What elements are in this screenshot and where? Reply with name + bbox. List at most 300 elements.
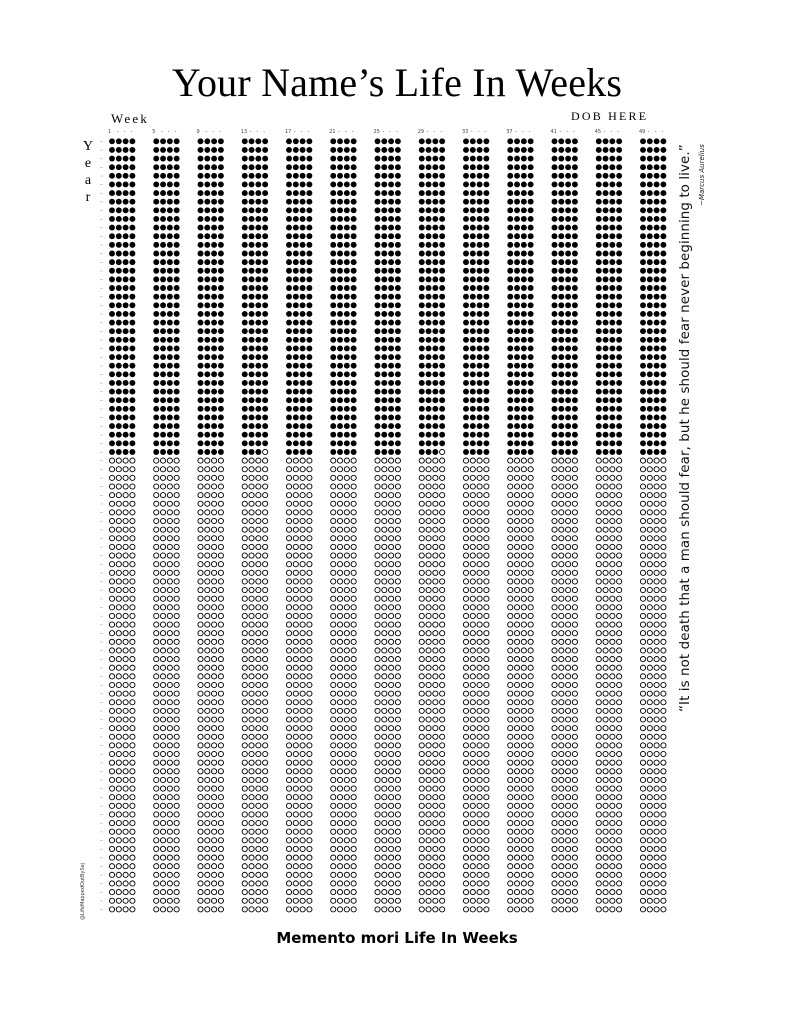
week-dot-empty xyxy=(123,553,128,558)
week-dot-empty xyxy=(130,553,135,558)
week-dot-empty xyxy=(212,510,217,515)
week-dot-filled xyxy=(565,199,571,205)
week-dot-filled xyxy=(160,190,166,196)
week-dot-empty xyxy=(382,855,387,860)
week-dot-empty xyxy=(521,665,526,670)
week-dot-filled xyxy=(249,302,255,308)
week-dot-empty xyxy=(514,682,519,687)
week-dot-empty xyxy=(109,786,114,791)
week-dot-filled xyxy=(286,216,292,222)
week-dot-filled xyxy=(463,199,469,205)
week-dot-filled xyxy=(521,259,527,265)
week-dot-filled xyxy=(507,268,513,274)
week-dot-empty xyxy=(154,751,159,756)
week-dot-filled xyxy=(375,406,381,412)
week-dot-empty xyxy=(521,786,526,791)
week-dot-filled xyxy=(375,415,381,421)
week-dot-empty xyxy=(337,820,342,825)
week-dot-empty xyxy=(508,898,513,903)
week-dot-empty xyxy=(528,829,533,834)
week-dot-empty xyxy=(572,648,577,653)
week-dot-empty xyxy=(256,777,261,782)
week-dot-filled xyxy=(388,276,394,282)
week-dot-filled xyxy=(596,423,602,429)
week-dot-empty xyxy=(256,691,261,696)
week-dot-empty xyxy=(351,708,356,713)
week-dot-empty xyxy=(167,493,172,498)
week-dot-empty xyxy=(603,613,608,618)
week-dot-empty xyxy=(559,458,564,463)
week-dot-filled xyxy=(330,371,336,377)
week-dot-empty xyxy=(212,890,217,895)
week-dot-filled xyxy=(439,302,445,308)
week-dot-empty xyxy=(528,570,533,575)
week-dot-empty xyxy=(395,803,400,808)
week-dot-filled xyxy=(174,207,180,213)
week-dot-filled xyxy=(596,138,602,144)
week-dot-filled xyxy=(153,302,159,308)
week-dot-empty xyxy=(572,544,577,549)
week-dot-filled xyxy=(344,423,350,429)
week-dot-empty xyxy=(514,881,519,886)
week-dot-empty xyxy=(419,613,424,618)
week-dot-filled xyxy=(330,415,336,421)
week-dot-empty xyxy=(654,734,659,739)
week-dot-empty xyxy=(463,786,468,791)
week-dot-filled xyxy=(153,406,159,412)
week-dot-filled xyxy=(514,207,520,213)
week-dot-empty xyxy=(433,881,438,886)
week-dot-empty xyxy=(395,760,400,765)
week-dot-empty xyxy=(154,570,159,575)
week-dot-filled xyxy=(337,225,343,231)
week-dot-filled xyxy=(603,345,609,351)
week-dot-filled xyxy=(286,285,292,291)
week-dot-filled xyxy=(419,147,425,153)
week-dot-empty xyxy=(640,475,645,480)
week-dot-empty xyxy=(256,579,261,584)
week-dot-empty xyxy=(552,674,557,679)
week-dot-empty xyxy=(426,812,431,817)
week-dot-filled xyxy=(293,156,299,162)
week-dot-empty xyxy=(477,890,482,895)
week-dot-empty xyxy=(218,657,223,662)
week-dot-filled xyxy=(300,380,306,386)
week-dot-filled xyxy=(558,389,564,395)
week-dot-empty xyxy=(566,803,571,808)
week-dot-filled xyxy=(218,173,224,179)
week-dot-filled xyxy=(603,233,609,239)
week-dot-filled xyxy=(351,259,357,265)
week-dot-empty xyxy=(521,501,526,506)
week-dot-empty xyxy=(351,501,356,506)
week-dot-filled xyxy=(249,294,255,300)
week-dot-empty xyxy=(109,605,114,610)
week-dot-filled xyxy=(204,406,210,412)
week-dot-empty xyxy=(382,838,387,843)
week-dot-empty xyxy=(440,613,445,618)
week-dot-filled xyxy=(337,268,343,274)
week-dot-filled xyxy=(558,268,564,274)
week-dot-empty xyxy=(419,700,424,705)
week-dot-empty xyxy=(484,898,489,903)
week-dot-empty xyxy=(109,527,114,532)
week-tick-mark xyxy=(611,131,612,132)
week-dot-empty xyxy=(344,536,349,541)
week-dot-filled xyxy=(552,207,558,213)
week-dot-empty xyxy=(198,907,203,912)
week-dot-filled xyxy=(388,251,394,257)
week-dot-empty xyxy=(395,579,400,584)
week-dot-filled xyxy=(249,225,255,231)
week-dot-empty xyxy=(528,864,533,869)
week-dot-empty xyxy=(263,475,268,480)
week-dot-empty xyxy=(528,587,533,592)
week-dot-empty xyxy=(661,527,666,532)
week-dot-empty xyxy=(249,838,254,843)
week-dot-filled xyxy=(603,432,609,438)
week-dot-empty xyxy=(293,769,298,774)
week-dot-empty xyxy=(242,657,247,662)
week-dot-empty xyxy=(344,846,349,851)
week-dot-empty xyxy=(463,717,468,722)
week-dot-filled xyxy=(109,147,115,153)
week-dot-empty xyxy=(116,838,121,843)
week-dot-filled xyxy=(306,216,312,222)
week-dot-filled xyxy=(432,242,438,248)
week-dot-empty xyxy=(484,708,489,713)
week-dot-filled xyxy=(654,345,660,351)
week-dot-empty xyxy=(351,907,356,912)
week-dot-empty xyxy=(484,553,489,558)
week-dot-empty xyxy=(484,493,489,498)
week-dot-empty xyxy=(293,467,298,472)
week-dot-empty xyxy=(331,734,336,739)
week-dot-filled xyxy=(514,173,520,179)
week-dot-filled xyxy=(116,268,122,274)
week-dot-empty xyxy=(654,467,659,472)
week-dot-empty xyxy=(647,657,652,662)
week-dot-filled xyxy=(463,354,469,360)
week-dot-empty xyxy=(514,458,519,463)
week-dot-empty xyxy=(566,527,571,532)
week-dot-filled xyxy=(306,251,312,257)
week-dot-empty xyxy=(167,562,172,567)
week-dot-empty xyxy=(395,639,400,644)
week-dot-empty xyxy=(654,795,659,800)
week-dot-empty xyxy=(484,501,489,506)
week-dot-filled xyxy=(351,345,357,351)
week-dot-filled xyxy=(528,276,534,282)
week-dot-empty xyxy=(617,501,622,506)
week-dot-empty xyxy=(395,570,400,575)
week-dot-filled xyxy=(211,294,217,300)
week-dot-filled xyxy=(204,302,210,308)
week-dot-filled xyxy=(375,397,381,403)
week-dot-filled xyxy=(565,259,571,265)
week-dot-empty xyxy=(508,682,513,687)
week-dot-filled xyxy=(174,276,180,282)
week-dot-filled xyxy=(395,449,401,455)
week-dot-empty xyxy=(160,717,165,722)
week-dot-filled xyxy=(204,328,210,334)
week-dot-filled xyxy=(596,251,602,257)
week-dot-filled xyxy=(242,380,248,386)
week-dot-empty xyxy=(433,717,438,722)
week-dot-empty xyxy=(300,648,305,653)
week-dot-filled xyxy=(198,294,204,300)
week-dot-filled xyxy=(123,259,129,265)
week-dot-empty xyxy=(167,717,172,722)
week-dot-filled xyxy=(432,406,438,412)
week-dot-empty xyxy=(218,527,223,532)
week-dot-empty xyxy=(426,527,431,532)
week-dot-empty xyxy=(382,536,387,541)
week-dot-empty xyxy=(242,579,247,584)
week-dot-empty xyxy=(477,458,482,463)
week-dot-empty xyxy=(440,622,445,627)
week-dot-filled xyxy=(640,380,646,386)
week-dot-filled xyxy=(286,225,292,231)
week-dot-filled xyxy=(521,156,527,162)
week-dot-empty xyxy=(603,890,608,895)
week-dot-empty xyxy=(123,777,128,782)
week-dot-empty xyxy=(293,795,298,800)
week-dot-empty xyxy=(116,631,121,636)
week-dot-filled xyxy=(160,345,166,351)
week-dot-empty xyxy=(123,743,128,748)
week-dot-filled xyxy=(388,190,394,196)
week-dot-empty xyxy=(123,820,128,825)
week-dot-empty xyxy=(389,518,394,523)
week-tick-mark xyxy=(522,131,523,132)
week-dot-filled xyxy=(375,354,381,360)
week-dot-empty xyxy=(167,777,172,782)
week-dot-filled xyxy=(337,363,343,369)
week-dot-empty xyxy=(521,682,526,687)
week-dot-filled xyxy=(204,182,210,188)
week-dot-filled xyxy=(528,285,534,291)
week-dot-filled xyxy=(616,389,622,395)
week-dot-empty xyxy=(375,743,380,748)
week-dot-filled xyxy=(351,389,357,395)
week-dot-empty xyxy=(477,467,482,472)
week-dot-filled xyxy=(167,345,173,351)
week-marker: 17 xyxy=(285,129,292,135)
week-dot-empty xyxy=(212,501,217,506)
week-dot-empty xyxy=(212,493,217,498)
week-dot-empty xyxy=(552,872,557,877)
week-dot-empty xyxy=(477,553,482,558)
week-dot-filled xyxy=(395,337,401,343)
week-dot-empty xyxy=(109,536,114,541)
week-dot-empty xyxy=(433,726,438,731)
week-dot-filled xyxy=(640,449,646,455)
week-dot-empty xyxy=(603,587,608,592)
week-dot-filled xyxy=(654,199,660,205)
week-dot-filled xyxy=(153,380,159,386)
week-dot-filled xyxy=(572,320,578,326)
week-dot-empty xyxy=(307,484,312,489)
week-dot-filled xyxy=(395,216,401,222)
week-dot-empty xyxy=(572,803,577,808)
week-dot-filled xyxy=(514,363,520,369)
week-dot-empty xyxy=(426,700,431,705)
week-dot-empty xyxy=(514,467,519,472)
week-dot-empty xyxy=(559,829,564,834)
week-dot-empty xyxy=(205,622,210,627)
week-dot-filled xyxy=(477,415,483,421)
week-dot-empty xyxy=(263,596,268,601)
week-dot-filled xyxy=(174,259,180,265)
week-dot-empty xyxy=(263,881,268,886)
week-dot-filled xyxy=(419,268,425,274)
week-dot-empty xyxy=(610,458,615,463)
week-dot-filled xyxy=(463,328,469,334)
week-dot-empty xyxy=(596,760,601,765)
week-dot-filled xyxy=(558,190,564,196)
week-dot-empty xyxy=(647,898,652,903)
week-dot-empty xyxy=(300,786,305,791)
week-dot-filled xyxy=(300,199,306,205)
week-dot-empty xyxy=(433,587,438,592)
week-dot-empty xyxy=(382,812,387,817)
week-dot-empty xyxy=(661,777,666,782)
week-dot-empty xyxy=(116,864,121,869)
week-dot-empty xyxy=(559,562,564,567)
week-dot-empty xyxy=(559,820,564,825)
week-dot-empty xyxy=(286,579,291,584)
week-dot-empty xyxy=(337,587,342,592)
week-dot-empty xyxy=(572,898,577,903)
week-dot-filled xyxy=(174,406,180,412)
week-dot-filled xyxy=(603,406,609,412)
week-dot-empty xyxy=(160,726,165,731)
week-marker: 33 xyxy=(462,129,469,135)
week-dot-empty xyxy=(661,657,666,662)
week-dot-filled xyxy=(211,345,217,351)
week-dot-filled xyxy=(300,337,306,343)
week-dot-empty xyxy=(249,562,254,567)
week-dot-empty xyxy=(337,717,342,722)
week-tick-mark xyxy=(485,131,486,132)
week-dot-filled xyxy=(565,190,571,196)
week-dot-empty xyxy=(218,717,223,722)
week-dot-empty xyxy=(514,717,519,722)
week-dot-filled xyxy=(483,207,489,213)
week-dot-filled xyxy=(552,406,558,412)
week-dot-empty xyxy=(286,726,291,731)
week-dot-filled xyxy=(153,233,159,239)
week-dot-filled xyxy=(109,328,115,334)
week-dot-empty xyxy=(566,587,571,592)
week-dot-empty xyxy=(603,562,608,567)
week-dot-empty xyxy=(344,829,349,834)
week-dot-empty xyxy=(514,493,519,498)
week-dot-empty xyxy=(661,864,666,869)
week-dot-empty xyxy=(617,898,622,903)
week-dot-filled xyxy=(439,363,445,369)
week-dot-filled xyxy=(640,423,646,429)
week-dot-empty xyxy=(395,700,400,705)
week-dot-empty xyxy=(307,734,312,739)
week-dot-empty xyxy=(528,700,533,705)
week-dot-filled xyxy=(528,147,534,153)
week-dot-empty xyxy=(242,881,247,886)
week-dot-empty xyxy=(654,881,659,886)
week-dot-empty xyxy=(463,838,468,843)
week-dot-empty xyxy=(375,544,380,549)
week-dot-empty xyxy=(419,812,424,817)
week-dot-empty xyxy=(351,484,356,489)
week-dot-filled xyxy=(160,276,166,282)
week-dot-empty xyxy=(426,622,431,627)
week-dot-empty xyxy=(331,570,336,575)
week-dot-empty xyxy=(212,838,217,843)
week-dot-filled xyxy=(470,276,476,282)
week-dot-filled xyxy=(654,207,660,213)
week-dot-empty xyxy=(263,493,268,498)
week-dot-filled xyxy=(198,242,204,248)
week-dot-empty xyxy=(337,631,342,636)
week-dot-filled xyxy=(572,216,578,222)
week-dot-empty xyxy=(419,527,424,532)
week-dot-empty xyxy=(559,881,564,886)
week-dot-filled xyxy=(351,440,357,446)
week-dot-empty xyxy=(640,751,645,756)
week-dot-filled xyxy=(249,173,255,179)
week-dot-empty xyxy=(426,493,431,498)
week-dot-empty xyxy=(521,820,526,825)
week-dot-filled xyxy=(351,406,357,412)
week-dot-filled xyxy=(344,389,350,395)
week-dot-filled xyxy=(123,233,129,239)
week-dot-empty xyxy=(647,639,652,644)
week-dot-empty xyxy=(610,484,615,489)
week-dot-filled xyxy=(129,415,135,421)
week-dot-empty xyxy=(477,881,482,886)
week-dot-empty xyxy=(116,803,121,808)
week-dot-empty xyxy=(212,898,217,903)
week-dot-filled xyxy=(249,380,255,386)
week-dot-filled xyxy=(129,449,135,455)
week-dot-empty xyxy=(389,820,394,825)
week-dot-filled xyxy=(395,345,401,351)
week-dot-empty xyxy=(654,553,659,558)
week-dot-empty xyxy=(205,726,210,731)
week-dot-filled xyxy=(262,268,268,274)
week-dot-empty xyxy=(174,579,179,584)
week-dot-filled xyxy=(123,294,129,300)
week-dot-empty xyxy=(603,691,608,696)
week-dot-empty xyxy=(212,587,217,592)
week-dot-filled xyxy=(123,276,129,282)
week-dot-empty xyxy=(654,855,659,860)
week-dot-filled xyxy=(351,371,357,377)
week-dot-empty xyxy=(256,795,261,800)
week-dot-filled xyxy=(242,363,248,369)
week-dot-filled xyxy=(153,328,159,334)
week-dot-empty xyxy=(174,596,179,601)
week-dot-filled xyxy=(153,354,159,360)
week-dot-empty xyxy=(174,484,179,489)
week-dot-empty xyxy=(463,700,468,705)
week-dot-filled xyxy=(337,147,343,153)
week-dot-filled xyxy=(647,371,653,377)
week-dot-filled xyxy=(286,190,292,196)
week-dot-empty xyxy=(426,467,431,472)
week-dot-filled xyxy=(514,320,520,326)
